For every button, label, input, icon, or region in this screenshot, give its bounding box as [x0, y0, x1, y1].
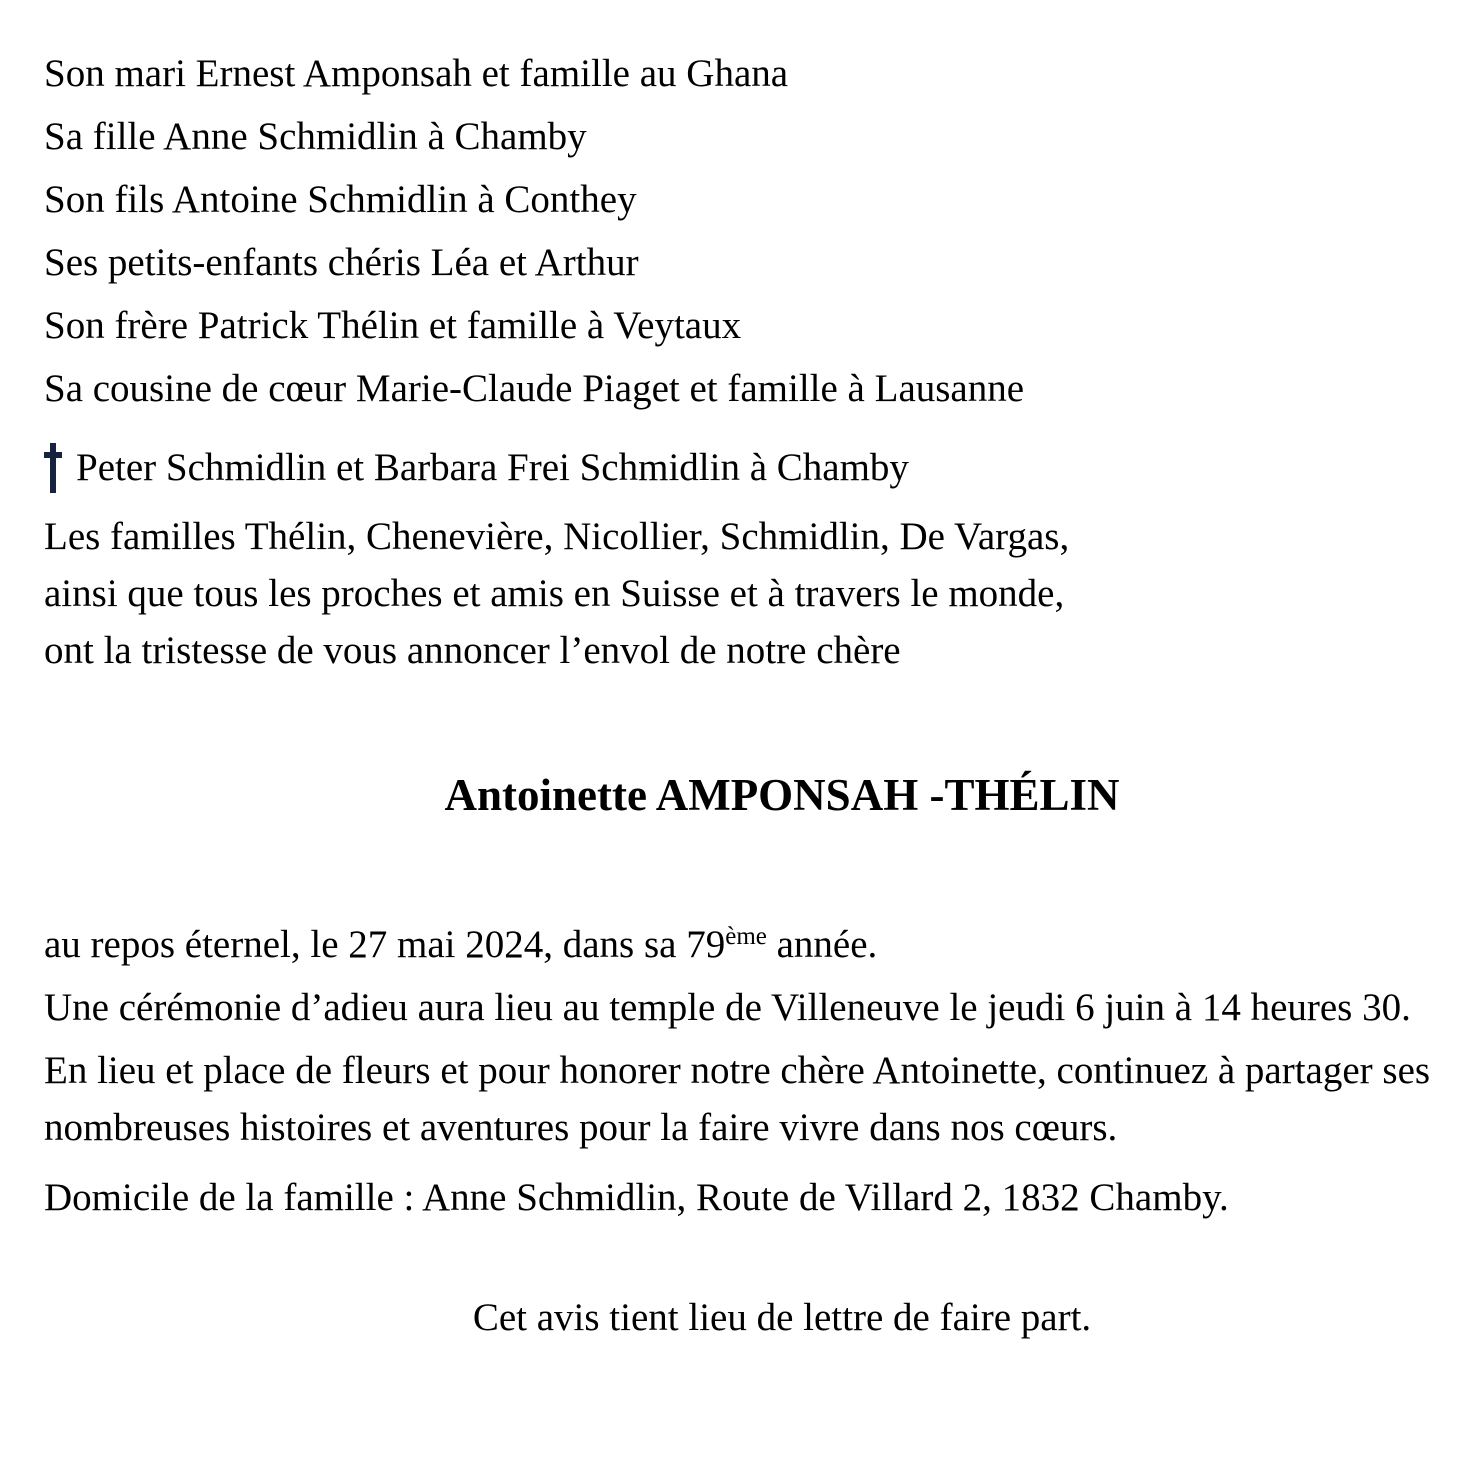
tribute-line: En lieu et place de fleurs et pour honorer notre chère Antoinette, continuez à partager ses	[44, 1049, 1431, 1092]
family-line: Ses petits-enfants chéris Léa et Arthur	[44, 241, 639, 284]
death-date-line	[44, 908, 1466, 973]
family-line: Son frère Patrick Thélin et famille à Veytaux	[44, 304, 742, 347]
closing-line: Cet avis tient lieu de lettre de faire part.	[472, 1296, 1092, 1339]
family-address-line: Domicile de la famille : Anne Schmidlin, Route de Villard 2, 1832 Chamby.	[44, 1176, 1229, 1219]
announcement-line: ont la tristesse de vous annoncer l’envol de notre chère	[44, 629, 901, 672]
deceased-name: Antoinette AMPONSAH -THÉLIN	[444, 770, 1120, 820]
deceased-relatives-text: Peter Schmidlin et Barbara Frei Schmidlin à Chamby	[76, 446, 909, 489]
family-line: Son mari Ernest Amponsah et famille au Ghana	[44, 52, 789, 95]
announcement-line: ainsi que tous les proches et amis en Suisse et à travers le monde,	[44, 572, 1065, 615]
latin-cross-icon	[44, 443, 62, 493]
death-date-text-end: année.	[766, 923, 878, 966]
family-line: Sa cousine de cœur Marie-Claude Piaget et famille à Lausanne	[44, 367, 1025, 410]
ceremony-line: Une cérémonie d’adieu aura lieu au temple de Villeneuve le jeudi 6 juin à 14 heures 30.	[44, 986, 1411, 1029]
announcement-paragraph	[44, 508, 1466, 679]
family-line: Sa fille Anne Schmidlin à Chamby	[44, 115, 587, 158]
announcement-line: Les familles Thélin, Chenevière, Nicollier, Schmidlin, De Vargas,	[44, 515, 1070, 558]
ordinal-superscript: ème	[725, 923, 767, 950]
deceased-relatives-line	[44, 439, 1466, 496]
tribute-line: nombreuses histoires et aventures pour la faire vivre dans nos cœurs.	[44, 1106, 1118, 1149]
blank-line-spacer	[44, 1232, 1466, 1289]
family-line: Son fils Antoine Schmidlin à Conthey	[44, 178, 637, 221]
death-date-text: au repos éternel, le 27 mai 2024, dans sa 79	[44, 923, 726, 966]
tribute-paragraph	[44, 1042, 1466, 1156]
